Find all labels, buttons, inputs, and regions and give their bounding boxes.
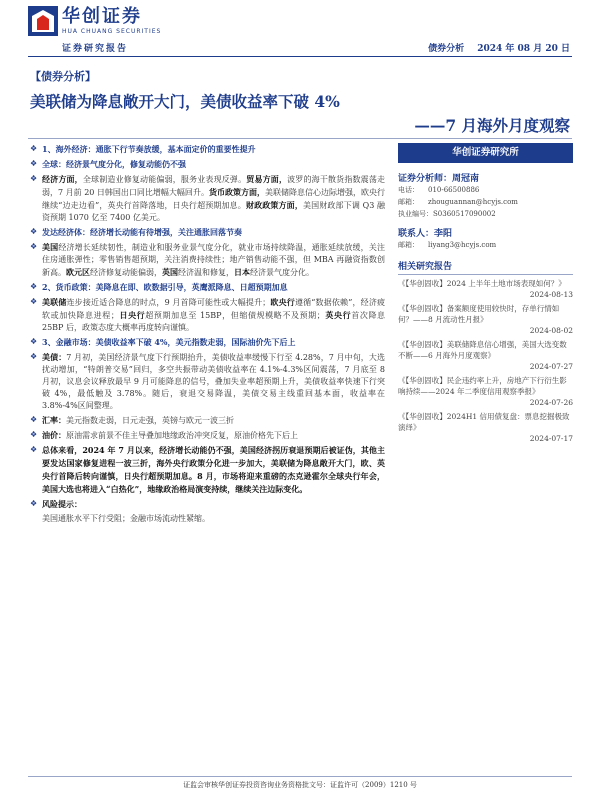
contact-name: 李阳 [434,229,453,239]
section-heading: ❖ 1、海外经济：通胀下行节奏放缓，基本面定价的重要性提升 [30,144,256,154]
doc-type: 证券研究报告 [62,44,129,54]
logo-mark-icon [28,6,58,36]
analyst-license: 执业编号：S0360517090002 [398,210,496,218]
report-title: 美联储为降息敞开大门，美债收益率下破 4% [30,92,340,111]
company-logo [28,6,178,40]
bullet-icon: ❖ [30,297,38,306]
institute-banner: 华创证券研究所 [398,143,573,163]
bullet-icon: ❖ [30,352,38,361]
summary-paragraph: ❖ 美联储连步接近适合降息的时点，9 月首降可能性或大幅提升；欧央行遵循“数据依赖”，经济疲软或加快降息进程；日央行超预期加息至 15BP，但缩债规模略不及预期；英央行首次降息 25BP 后，政策态度大概率再度转向谨慎。 [30,297,386,332]
title-divider [28,138,572,139]
related-report-item[interactable]: 《【华创固收】备案额度使用较快时，存单行情如何？——8 月流动性月报》 2024-08-02 [398,304,573,335]
summary-paragraph: ❖ 经济方面，全球制造业修复动能偏弱，服务业表现反弹。贸易方面，波罗的海干散货指数震荡走弱，7 月前 20 日韩国出口同比增幅大幅回升。货币政策方面，美联储降息信心边际增强，欧央行继续“边走边看”，英央行首降落地，日央行超预期加息。财政政策方面，美国财政部下调 Q3 融资预期 1070 亿至 7400 亿美元。 [30,174,386,222]
sidebar [398,143,573,444]
analyst-name: 周冠南 [452,174,480,184]
summary-paragraph: ❖ 美债：7 月初，美国经济景气度下行预期抬升，美债收益率缓慢下行至 4.28%，7 月中旬，大选扰动增加，“特朗普交易”回归，多空共振带动美债收益率在 4.1%-4.3%区间震荡，7 月底至 8 月初，议息会议释放最早 9 月可能降息的信号，叠加失业率超预期上升，美债收益率快速下行突破 4%，最低触及 3.78%。随后，衰退交易降温，美债交易主线重回基本面，收益率在 3.8%-4%区间整理。 [30,352,385,410]
bullet-icon: ❖ [30,282,38,291]
contact-email: 邮箱： liyang3@hcyjs.com [398,241,497,249]
subsection-heading: ❖ 全球：经济景气度分化，修复动能仍不强 [30,159,186,169]
report-date: 2024 年 08 月 20 日 [477,44,570,54]
bullet-icon: ❖ [30,144,38,153]
header-meta [418,41,570,54]
risk-text: 美国通胀水平下行受阻；金融市场流动性紧缩。 [42,514,210,523]
related-report-item[interactable]: 《【华创固收】2024 上半年土地市场表现如何？》 2024-08-13 [398,279,573,299]
footer-disclaimer: 证监会审核华创证券投资咨询业务资格批文号：证监许可（2009）1210 号 [183,781,417,789]
report-kind: 债券分析 [428,44,465,54]
page-header [0,0,600,64]
logo-cn-text: 华创证券 [62,6,142,27]
related-report-item[interactable]: 《【华创固收】美联储降息信心增强，美国大选变数不断——6 月海外月度观察》 2024-07-27 [398,340,573,371]
report-subtitle: ——7 月海外月度观察 [414,116,570,135]
report-tag: 【债券分析】 [30,70,96,83]
conclusion-paragraph: ❖ 总体来看，2024 年 7 月以来，经济增长动能仍不强，美国经济拐历衰退预期后被证伪，其他主要发达国家修复进程一波三折，海外央行政策分化进一步加大，美联储为降息敞开大门，欧、英央行首降后转向谨慎，日央行超预期加息。8 月，市场将迎来重磅的杰克逊霍尔全球央行年会，美国大选也将进入“白热化”，地缘政治格局演变持续，继续关注边际变化。 [30,445,386,494]
bullet-icon: ❖ [30,159,38,168]
summary-paragraph: ❖ 美国经济增长延续韧性，制造业和服务业景气度分化，就业市场持续降温，通胀延续放缓，关注住房通胀弹性；零售销售超预期，关注消费持续性；地产销售动能不强，但 MBA 再融资指数创新高。欧元区经济修复动能偏弱，英国经济温和修复，日本经济景气度分化。 [30,242,385,277]
summary-column [30,143,385,527]
summary-paragraph: ❖ 汇率：美元指数走弱，日元走强，英镑与欧元一波三折 [30,415,234,425]
section-heading: ❖ 3、金融市场：美债收益率下破 4%，美元指数走弱，国际油价先下后上 [30,337,296,347]
summary-paragraph: ❖ 油价：原油需求前景不佳主导叠加地缘政治冲突反复，原油价格先下后上 [30,430,298,440]
subsection-heading: ❖ 发达经济体：经济增长动能有待增强，关注通胀回落节奏 [30,227,242,237]
related-report-item[interactable]: 《【华创固收】民企违约率上升，房地产下行衍生影响持续——2024 年二季度信用观察季报》 2024-07-26 [398,376,573,407]
contact-heading: 联系人：李阳 [398,229,453,239]
bullet-icon: ❖ [30,430,38,439]
section-heading: ❖ 2、货币政策：美降息在即、欧数据引导，英鹰派降息、日超预期加息 [30,282,288,292]
header-divider [28,56,572,57]
analyst-phone: 电话： 010-66500886 [398,186,480,194]
bullet-icon: ❖ [30,242,38,251]
footer-divider [28,776,572,777]
risk-heading: ❖ 风险提示： [30,499,82,509]
bullet-icon: ❖ [30,415,38,424]
related-reports-heading: 相关研究报告 [398,259,573,275]
logo-en-text: HUA CHUANG SECURITIES [62,28,162,35]
bullet-icon: ❖ [30,227,38,236]
bullet-icon: ❖ [30,445,38,454]
bullet-icon: ❖ [30,337,38,346]
analyst-email: 邮箱： zhouguannan@hcyjs.com [398,198,518,206]
bullet-icon: ❖ [30,499,38,508]
bullet-icon: ❖ [30,174,38,183]
analyst-heading: 证券分析师：周冠南 [398,174,480,184]
related-report-item[interactable]: 《【华创固收】2024H1 信用债复盘：票息挖掘极致演绎》 2024-07-17 [398,412,573,443]
